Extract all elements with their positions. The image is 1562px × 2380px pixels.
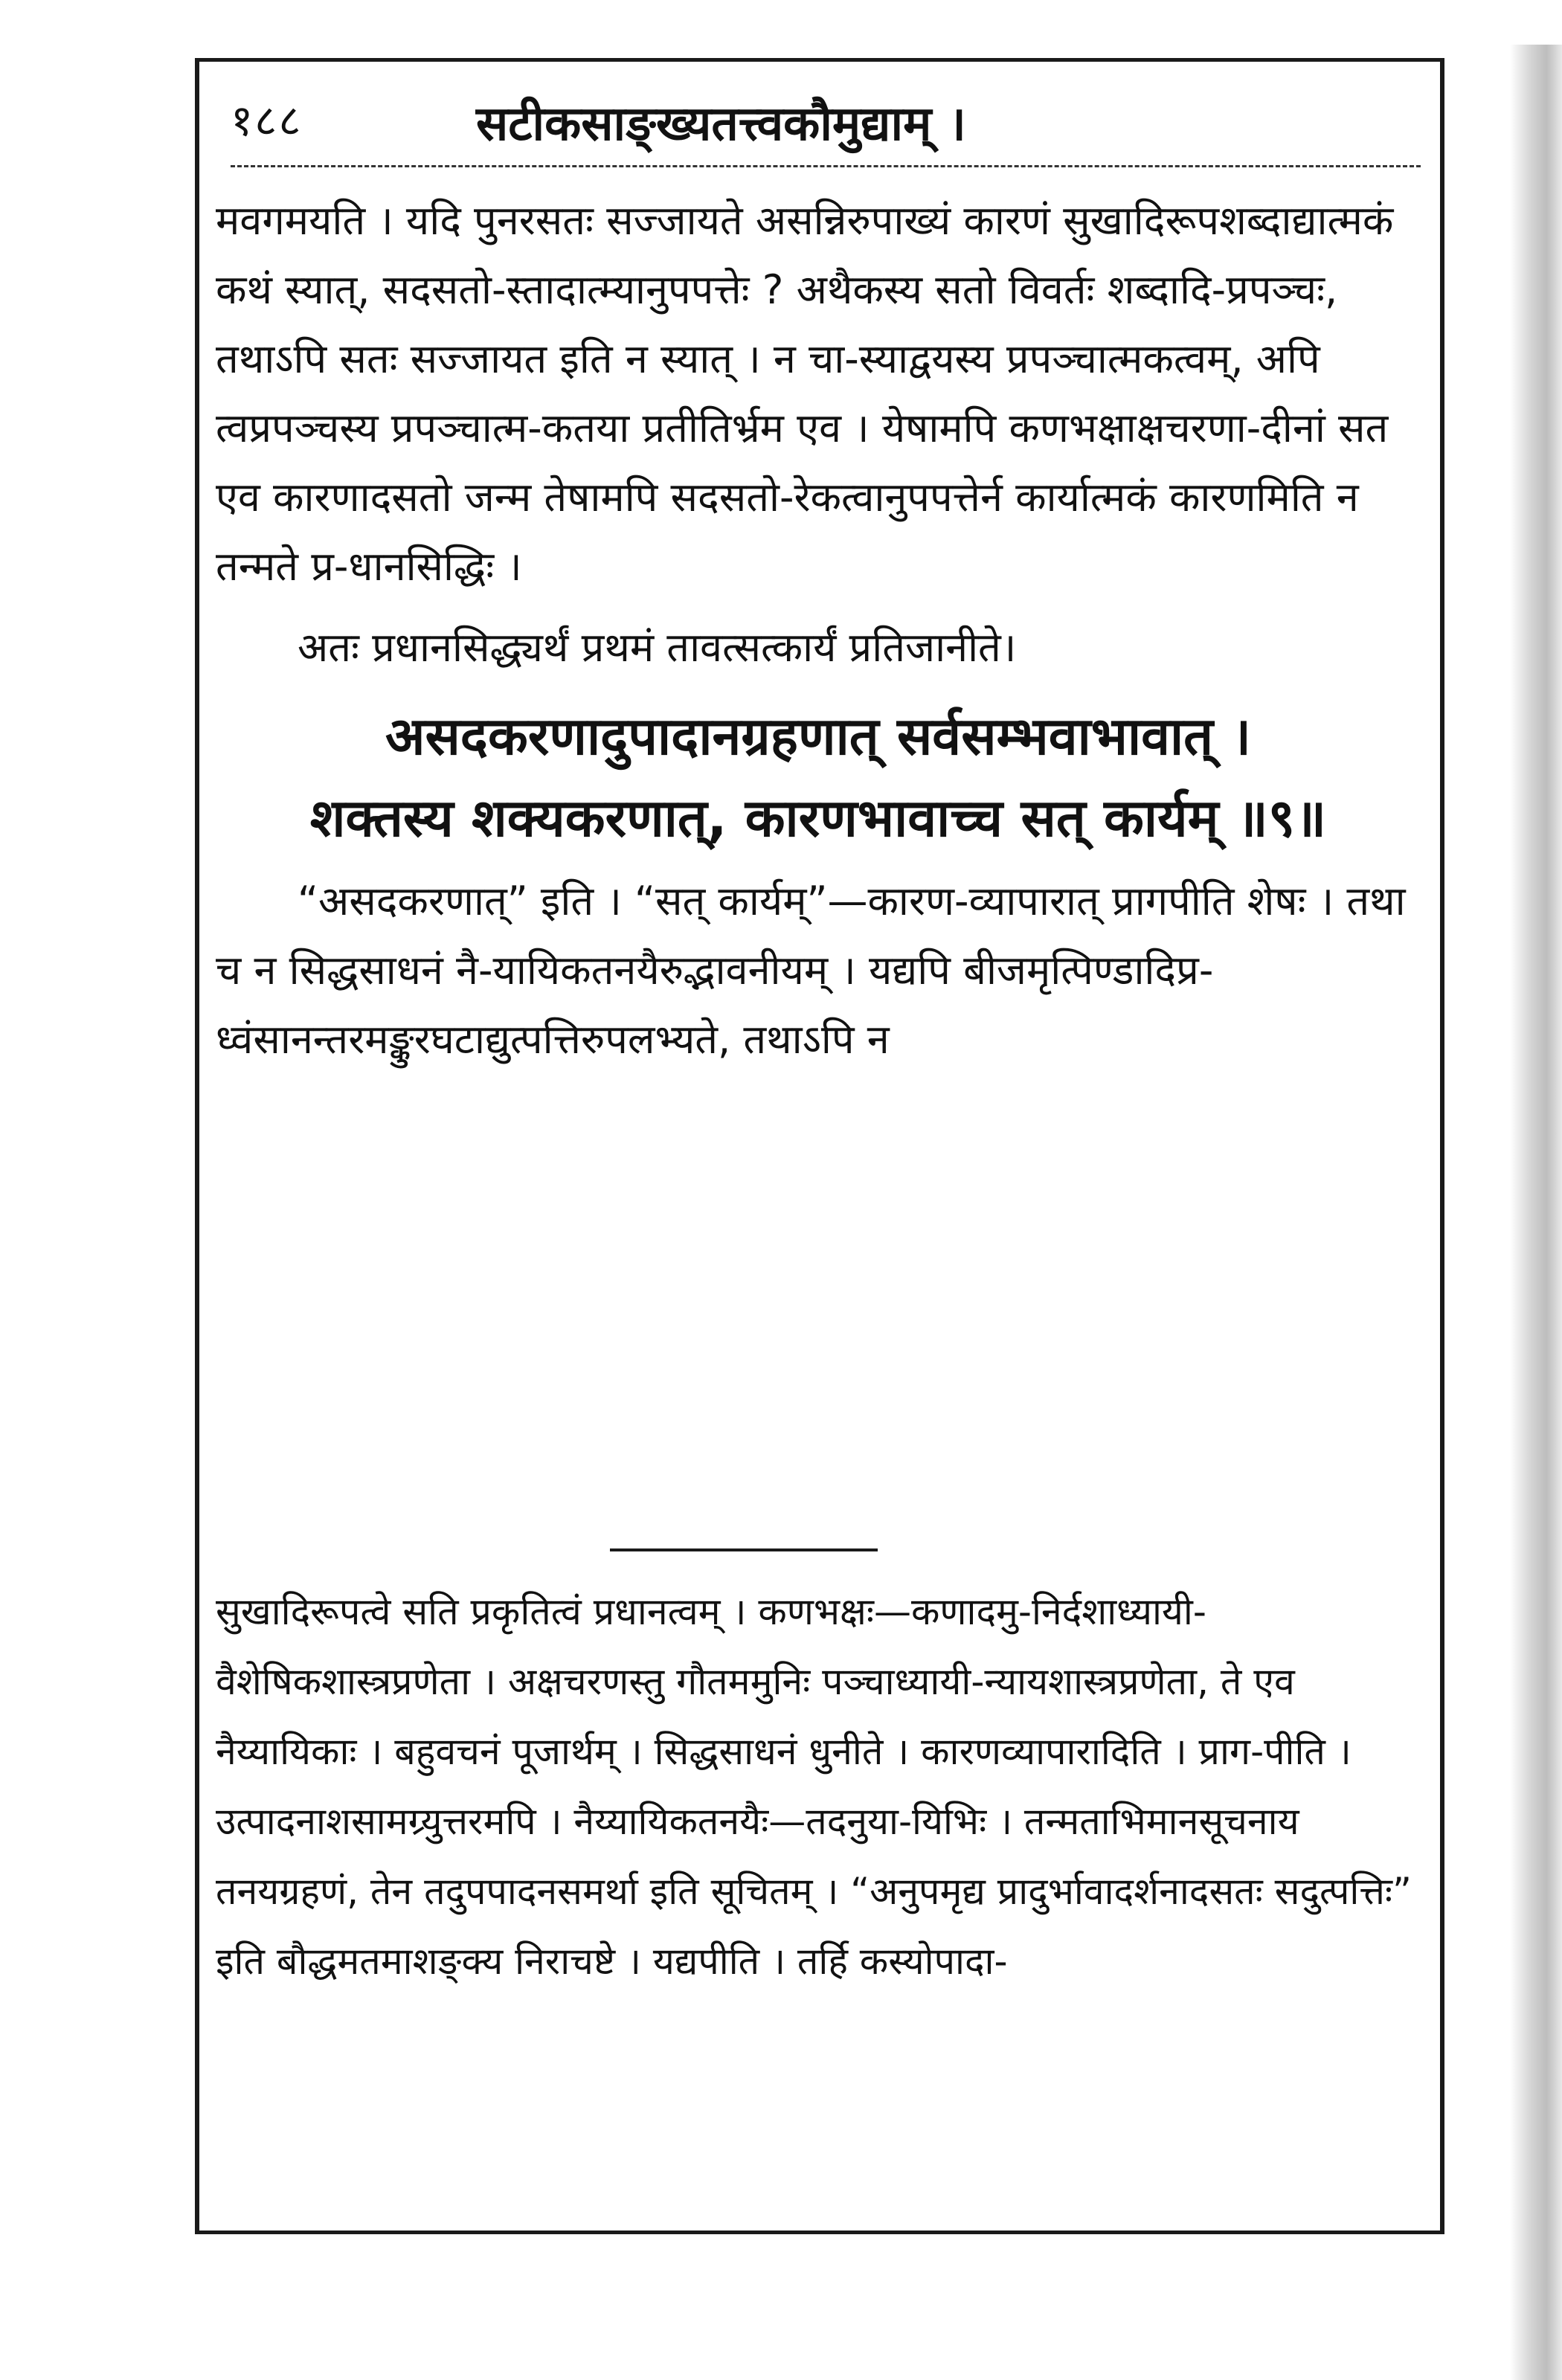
scan-page-edge-shadow [1510, 45, 1562, 2380]
main-text [216, 186, 1421, 1074]
header-dashed-rule [231, 165, 1421, 167]
running-title: सटीकसाङ्ख्यतत्त्वकौमुद्याम् । [476, 97, 966, 152]
karika-verse [216, 695, 1421, 859]
footnote-separator [610, 1548, 878, 1551]
karika-introduction: अतः प्रधानसिद्ध्यर्थं प्रथमं तावत्सत्कार्यं प्रतिजानीते। [298, 624, 1017, 671]
karika-line-1: असदकरणादुपादानग्रहणात् सर्वसम्भवाभावात् । [385, 706, 1251, 767]
page-number: १८८ [231, 95, 303, 146]
footnotes: सुखादिरूपत्वे सति प्रकृतित्वं प्रधानत्वम् । कणभक्षः—कणादमु-निर्दशाध्यायी-वैशेषिकशास्त्रप्रणेता । अक्षचरणस्तु गौतममुनिः पञ्चाध्यायी-न्यायशास्त्रप्रणेता, ते एव नैय्यायिकाः । बहुवचनं पूजार्थम् । सिद्धसाधनं धुनीते । कारणव्यापारादिति । प्राग-पीति । उत्पादनाशसामग्र्युत्तरमपि । नैय्यायिकतनयैः—तदनुया-यिभिः । तन्मताभिमानसूचनाय तनयग्रहणं, तेन तदुपपादनसमर्था इति सूचितम् । “अनुपमृद्य प्रादुर्भावादर्शनादसतः सदुत्पत्तिः” इति बौद्धमतमाशङ्क्य निराचष्टे । यद्यपीति । तर्हि कस्योपादा- [216, 1590, 1412, 1983]
page-header [231, 83, 1406, 165]
opening-paragraph: मवगमयति । यदि पुनरसतः सज्जायते असन्निरुपाख्यं कारणं सुखादिरूपशब्दाद्यात्मकं कथं स्यात्, सदसतो-स्तादात्म्यानुपपत्तेः ? अथैकस्य सतो विवर्तः शब्दादि-प्रपञ्चः, तथाऽपि सतः सज्जायत इति न स्यात् । न चा-स्याद्वयस्य प्रपञ्चात्मकत्वम्, अपि त्वप्रपञ्चस्य प्रपञ्चात्म-कतया प्रतीतिर्भ्रम एव । येषामपि कणभक्षाक्षचरणा-दीनां सत एव कारणादसतो जन्म तेषामपि सदसतो-रेकत्वानुपपत्तेर्न कार्यात्मकं कारणमिति न तन्मते प्र-धानसिद्धिः । [216, 197, 1394, 590]
karika-line-2: शक्तस्य शक्यकरणात्, कारणभावाच्च सत् कार्यम् ॥९॥ [309, 788, 1327, 849]
commentary-paragraph: “असदकरणात्” इति । “सत् कार्यम्”—कारण-व्यापारात् प्रागपीति शेषः । तथा च न सिद्धसाधनं नै-यायिकतनयैरुद्भावनीयम् । यद्यपि बीजमृत्पिण्डादिप्र-ध्वंसानन्तरमङ्कुरघटाद्युत्पत्तिरुपलभ्यते, तथाऽपि न [216, 878, 1406, 1063]
